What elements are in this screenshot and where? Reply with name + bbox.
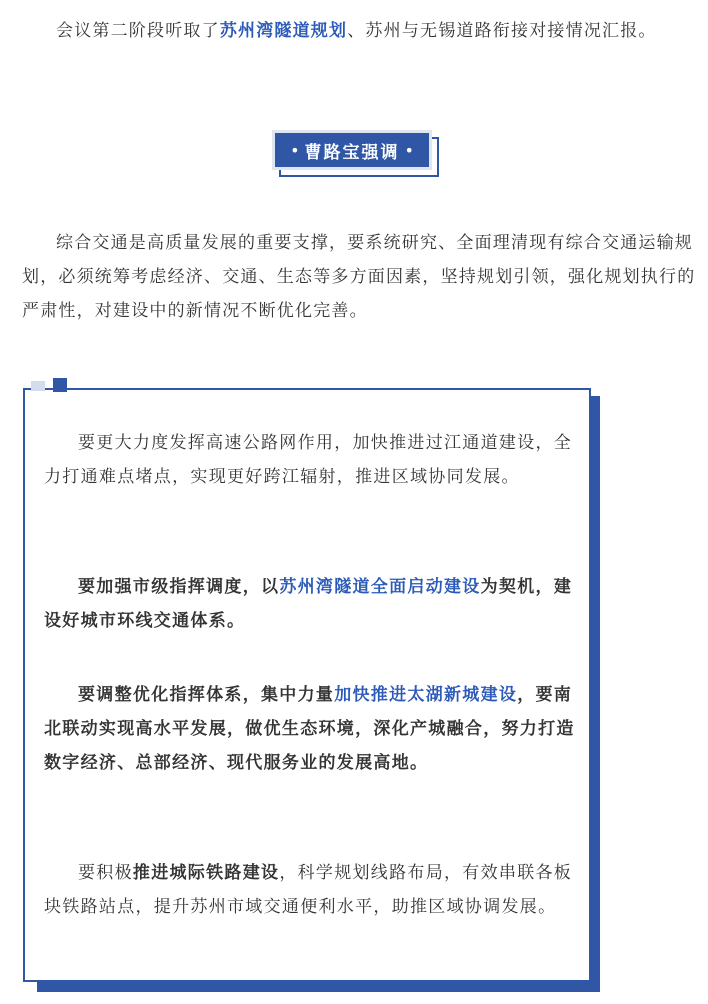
- intro-text-before: 会议第二阶段听取了: [56, 21, 220, 41]
- box-paragraph-2: [44, 570, 584, 638]
- box-p3-before: 要调整优化指挥体系，集中力量: [78, 685, 335, 705]
- heading-text: 曹路宝强调: [304, 142, 400, 163]
- intro-highlight: 苏州湾隧道规划: [219, 21, 348, 41]
- box-p2-before: 要加强市级指挥调度，以: [78, 577, 280, 597]
- box-corner-deco-light: [31, 381, 45, 391]
- box-p4-bold: 推进城际铁路建设: [132, 863, 280, 883]
- box-p3-after: ，要南北联动实现高水平发展，做优生态环境，深化产城融合，努力打造数字经济、总部经济、现代服务业的发展高地。: [44, 685, 575, 773]
- box-corner-deco-dark: [53, 378, 67, 392]
- summary-paragraph: 综合交通是高质量发展的重要支撑，要系统研究、全面理清现有综合交通运输规划，必须统筹考虑经济、交通、生态等多方面因素，坚持规划引领，强化规划执行的严肃性，对建设中的新情况不断优化完善。: [22, 233, 696, 321]
- box-p4-after: ，科学规划线路布局，有效串联各板块铁路站点，提升苏州市域交通便利水平，助推区域协调发展。: [44, 863, 573, 917]
- heading-dot-left: •: [290, 140, 300, 160]
- box-p2-highlight: 苏州湾隧道全面启动建设: [279, 577, 481, 597]
- box-paragraph-1: 要更大力度发挥高速公路网作用，加快推进过江通道建设，全力打通难点堵点，实现更好跨江辐射，推进区域协同发展。: [44, 433, 573, 487]
- box-p3-highlight: 加快推进太湖新城建设: [334, 685, 518, 705]
- section-heading: [272, 130, 444, 178]
- intro-text-after: 、苏州与无锡道路衔接对接情况汇报。: [347, 21, 657, 41]
- box-paragraph-4: [44, 856, 584, 924]
- box-paragraph-3: [44, 678, 584, 780]
- intro-paragraph: [22, 14, 702, 48]
- heading-box: [272, 130, 432, 170]
- heading-dot-right: •: [404, 140, 414, 160]
- box-p4-before: 要积极: [78, 863, 133, 883]
- box-p2-after: 为契机，建设好城市环线交通体系。: [44, 577, 573, 631]
